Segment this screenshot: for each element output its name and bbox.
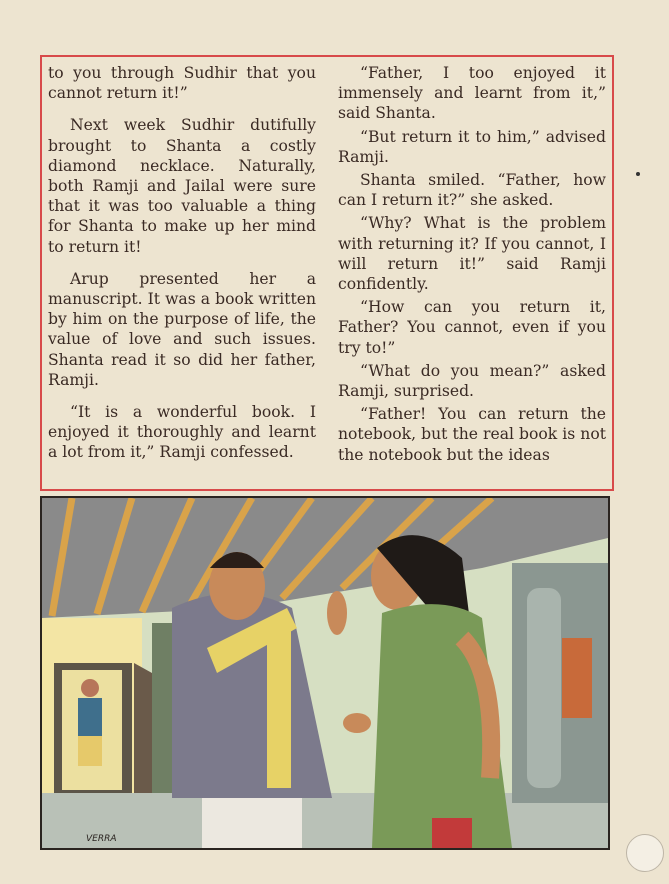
illustration-panel: [40, 496, 610, 850]
illustration-scene: [42, 498, 608, 848]
right-text-column: [338, 63, 606, 468]
servant-head: [81, 679, 99, 697]
right-paragraph-2: “But return it to him,” advised Ramji.: [338, 127, 606, 166]
right-door-panel: [527, 588, 561, 788]
right-paragraph-7: “Father! You can return the notebook, but the real book is not the notebook but the ideas: [338, 405, 606, 464]
right-paragraph-5: “How can you return it, Father? You cannot, even if you try to!”: [338, 298, 606, 357]
right-paragraph-3: Shanta smiled. “Father, how can I return it?” she asked.: [338, 171, 606, 210]
left-text-column: [48, 63, 316, 475]
woman-sari-border: [432, 818, 472, 848]
story-text-frame: [40, 55, 614, 491]
right-paragraph-1: “Father, I too enjoyed it immensely and learnt from it,” said Shanta.: [338, 64, 606, 123]
man-raised-hand: [327, 591, 347, 635]
man-dhoti: [202, 798, 302, 848]
right-paragraph-6: “What do you mean?” asked Ramji, surprised.: [338, 361, 606, 401]
left-paragraph-4: “It is a wonderful book. I enjoyed it thoroughly and learnt a lot from it,” Ramji confessed.: [48, 403, 316, 462]
servant-legs: [78, 736, 102, 766]
side-door: [134, 663, 152, 798]
servant-body: [78, 698, 102, 736]
shelf: [562, 638, 592, 718]
ink-speck: [636, 172, 640, 176]
left-paragraph-2: Next week Sudhir dutifully brought to Shanta a costly diamond necklace. Naturally, both Ramji and Jailal were sure that it was too valuable a thing for Shanta to make up her mind to return it!: [48, 116, 316, 256]
left-paragraph-1: to you through Sudhir that you cannot return it!”: [48, 64, 316, 103]
left-paragraph-3: Arup presented her a manuscript. It was a book written by him on the purpose of life, the value of love and such issues. Shanta read it so did her father, Ramji.: [48, 269, 316, 389]
artist-signature: VERRA: [86, 834, 117, 844]
man-shawl-drape: [267, 618, 291, 788]
woman-hand: [343, 713, 371, 733]
watermark-stamp: [626, 834, 664, 872]
right-paragraph-4: “Why? What is the problem with returning it? If you cannot, I will return it!” said Ramji confidently.: [338, 214, 606, 294]
